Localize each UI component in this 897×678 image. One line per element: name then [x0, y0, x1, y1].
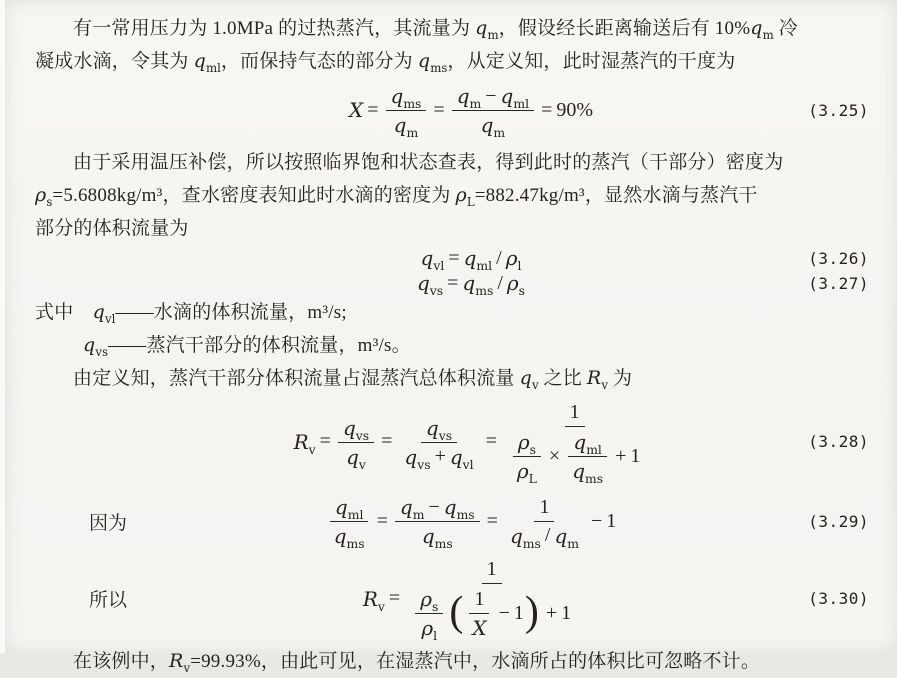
fraction-numerator [421, 415, 457, 443]
math-var: $q_{ms}$ [443, 495, 475, 522]
math-var: $\rho_L$ [455, 184, 475, 209]
math-op: − [428, 495, 440, 518]
equation-3-28 [153, 400, 789, 486]
math-text: 有一常用压力为 1.0MPa 的过热蒸汽，其流量为 [73, 18, 476, 39]
equation-3-26 [153, 246, 789, 273]
math-text: 冷 [773, 18, 798, 39]
math-op: + [434, 445, 446, 467]
fraction-denominator [389, 111, 424, 140]
math-var: $q_{vl}$ [420, 246, 445, 273]
math-var: $q_{vs}$ [425, 415, 453, 443]
math-var: $R_v$ [362, 586, 385, 614]
math-text: 为 [608, 368, 633, 389]
math-var: $q_m$ [480, 113, 506, 140]
equation-label-because: 因为 [89, 512, 128, 534]
math-var: $q_m$ [554, 523, 579, 551]
math-text: ，而保持气态的部分为 [220, 51, 418, 72]
math-var: $q_m$ [399, 495, 425, 522]
equation-3-25 [153, 83, 789, 140]
math-fraction [386, 83, 427, 140]
fraction-denominator [504, 427, 645, 486]
equation-number-3-28: (3.28) [808, 432, 869, 451]
math-text: 凝成水滴，令其为 [35, 51, 194, 72]
math-var: $q_{ms}$ [390, 84, 422, 111]
math-fraction [467, 587, 491, 640]
math-text: 90% [556, 98, 594, 121]
math-var: $q_{ms}$ [417, 50, 448, 75]
math-fraction [504, 400, 645, 486]
math-op: = [448, 246, 460, 269]
math-fraction [338, 415, 374, 472]
math-fraction [505, 495, 584, 551]
math-text: 1 [569, 401, 580, 423]
equation-3-27 [153, 271, 789, 298]
math-text: 1 [539, 495, 550, 518]
fraction-numerator [330, 494, 369, 522]
math-text: =882.47kg/m³，显然水滴与蒸汽干 [474, 185, 758, 206]
math-op: + [545, 601, 558, 624]
math-op: − [591, 509, 603, 532]
math-fraction [512, 429, 542, 486]
math-var: $q_{vs}$ [342, 415, 370, 443]
math-var: X [472, 615, 487, 640]
math-var: $q_{ms}$ [421, 524, 453, 551]
math-op: = [319, 430, 331, 452]
paragraph-ratio-intro [35, 362, 869, 395]
math-text: 1 [606, 509, 617, 532]
math-var: $\rho_L$ [516, 459, 537, 486]
math-op: = [433, 98, 445, 121]
math-var: $q_{ms}$ [462, 271, 494, 298]
math-text: 在该例中， [73, 651, 170, 672]
paragraph-intro [35, 12, 869, 78]
math-text: ——水滴的体积流量，m³/s; [115, 302, 347, 323]
math-text: 1 [474, 587, 485, 610]
fraction-denominator [341, 443, 371, 472]
fraction-denominator [505, 522, 584, 551]
math-fraction [395, 494, 480, 551]
math-var: $q_{vs}$ [416, 271, 444, 298]
math-var: $q_{vl}$ [92, 301, 116, 326]
fraction-denominator [407, 584, 576, 643]
math-fraction [399, 415, 478, 472]
fraction-denominator [329, 522, 370, 551]
fraction-denominator [476, 111, 511, 140]
fraction-numerator [395, 494, 480, 522]
left-paren-glyph: ( [449, 589, 464, 636]
math-var: $q_m$ [750, 17, 774, 42]
equation-label-therefore: 所以 [89, 590, 128, 611]
math-op: = [388, 587, 401, 609]
math-var: $q_{vs}$ [83, 334, 109, 359]
equation-number-3-25: (3.25) [808, 100, 869, 120]
math-fraction [415, 586, 443, 643]
fraction-numerator [386, 83, 427, 111]
math-var: $q_{ms}$ [509, 523, 541, 551]
math-fraction [407, 557, 576, 643]
math-fraction [567, 429, 608, 486]
math-var: $\rho_s$ [517, 430, 536, 457]
math-fraction [452, 83, 534, 140]
fraction-denominator [417, 522, 458, 551]
math-op: + [615, 444, 627, 467]
math-text: 部分的体积流量为 [35, 218, 189, 239]
math-text: =99.93%，由此可见，在湿蒸汽中，水滴所占的体积比可忽略不计。 [190, 651, 761, 672]
math-var: $q_{vl}$ [449, 444, 474, 472]
math-var: $q_{ml}$ [334, 495, 364, 522]
math-var: $q_{ml}$ [500, 84, 530, 111]
fraction-numerator [482, 557, 502, 584]
fraction-numerator [534, 495, 554, 522]
math-var: $q_{ms}$ [333, 524, 365, 551]
math-parentheses [448, 587, 540, 640]
math-text: 1 [630, 444, 641, 467]
fraction-numerator [565, 400, 585, 427]
math-op: / [496, 246, 502, 269]
equation-number-3-30: (3.30) [808, 589, 869, 608]
math-var: $\rho_s$ [420, 587, 439, 614]
math-fraction [329, 494, 370, 551]
math-var: $\rho_l$ [421, 616, 438, 643]
math-var: $\rho_s$ [506, 271, 526, 298]
math-text: ，假设经长距离输送后有 10% [498, 18, 751, 39]
equation-row-3-27 [35, 271, 869, 298]
math-op: = [367, 98, 379, 121]
fraction-numerator [338, 415, 374, 443]
fraction-numerator [568, 429, 607, 457]
math-text: 1 [513, 601, 524, 624]
math-text: 由定义知，蒸汽干部分体积流量占湿蒸汽总体积流量 [73, 368, 520, 389]
equation-row-3-26 [35, 246, 869, 273]
math-var: $q_{vs}$ [404, 444, 431, 472]
math-var: $R_v$ [169, 650, 191, 675]
paragraph-conclusion [35, 645, 869, 678]
math-var: $q_m$ [475, 17, 499, 42]
math-text: =5.6808kg/m³，查水密度表知此时水滴的密度为 [52, 185, 456, 206]
math-text: 由于采用温压补偿，所以按照临界饱和状态查表，得到此时的蒸汽（干部分）密度为 [73, 152, 784, 173]
equation-3-29 [153, 494, 789, 551]
math-var: $q_{ml}$ [573, 430, 602, 457]
math-var: X [348, 98, 364, 122]
fraction-denominator [512, 457, 542, 486]
math-text: 之比 [538, 368, 587, 389]
math-var: $q_v$ [346, 444, 366, 472]
equation-row-3-25 [35, 83, 869, 140]
math-op: = [381, 430, 393, 452]
math-var: $\rho_s$ [35, 184, 53, 209]
definition-qvl [35, 296, 869, 329]
math-op: × [548, 444, 561, 467]
math-op: = [485, 430, 497, 452]
fraction-numerator [415, 586, 443, 614]
math-var: $q_{ms}$ [572, 459, 604, 486]
fraction-denominator [467, 614, 491, 640]
right-paren-glyph: ) [524, 589, 539, 636]
equation-row-3-30 [35, 557, 869, 643]
math-text: 式中 [35, 302, 93, 323]
fraction-numerator [469, 587, 489, 614]
math-var: $q_{ml}$ [193, 50, 221, 75]
equation-3-30 [153, 557, 789, 643]
math-op: = [447, 271, 459, 294]
math-op: = [541, 98, 553, 121]
equation-number-3-26: (3.26) [808, 248, 869, 268]
math-var: $q_m$ [393, 113, 419, 140]
paragraph-density [35, 146, 869, 245]
math-text: ——蒸汽干部分的体积流量，m³/s。 [108, 335, 411, 356]
math-op: / [497, 271, 503, 294]
math-op: = [486, 509, 498, 532]
math-op: − [485, 84, 497, 107]
fraction-denominator [416, 614, 442, 643]
math-var: $\rho_l$ [505, 246, 522, 273]
math-op: = [376, 509, 388, 532]
math-var: $R_v$ [586, 367, 609, 392]
equation-number-3-27: (3.27) [808, 273, 869, 293]
fraction-denominator [567, 457, 608, 486]
math-op: − [498, 601, 510, 624]
math-text: 1 [561, 601, 572, 624]
math-op: / [544, 524, 551, 546]
fraction-numerator [513, 429, 541, 457]
equation-row-3-28 [35, 400, 869, 486]
math-text: 1 [486, 558, 497, 580]
fraction-denominator [399, 443, 478, 472]
equation-row-3-29 [35, 494, 869, 551]
equation-number-3-29: (3.29) [808, 511, 869, 531]
math-var: $q_v$ [519, 367, 539, 392]
fraction-numerator [452, 83, 534, 111]
math-var: $R_v$ [293, 429, 316, 457]
definition-qvs [83, 329, 869, 362]
math-text: ，从定义知，此时湿蒸汽的干度为 [447, 51, 736, 72]
math-var: $q_m$ [456, 84, 482, 111]
math-var: $q_{ml}$ [463, 246, 493, 273]
